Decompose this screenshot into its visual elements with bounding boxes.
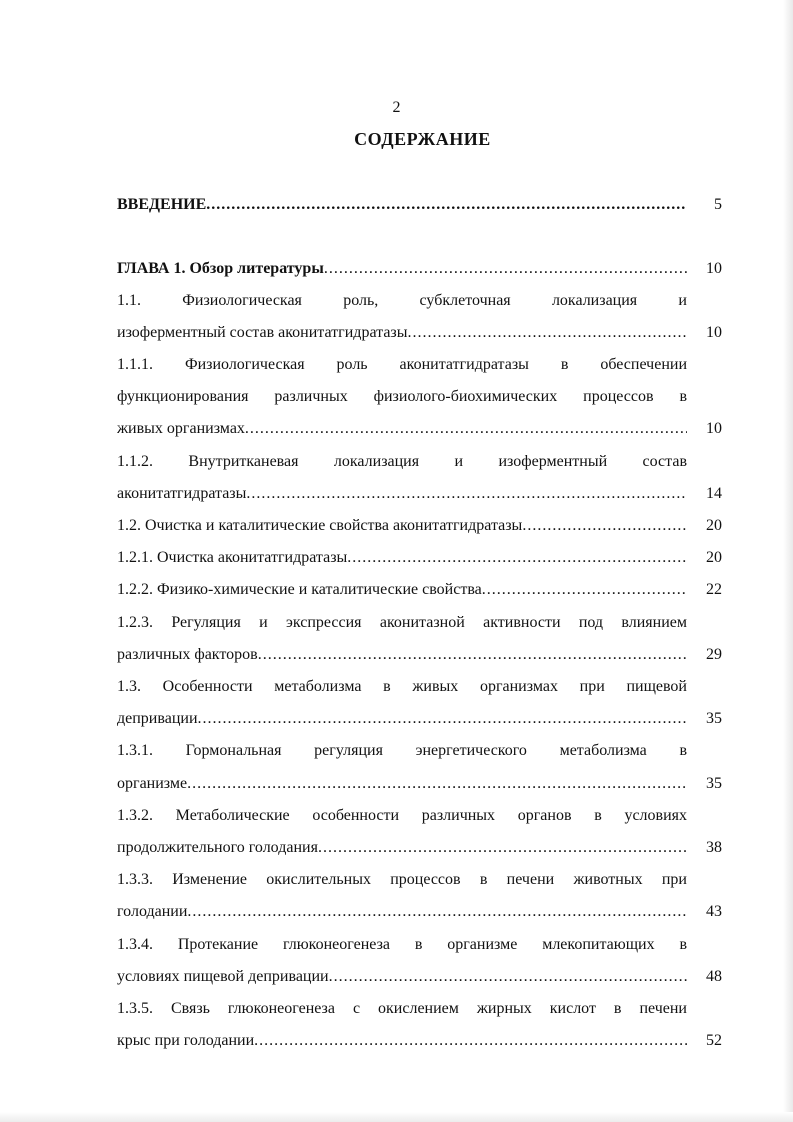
dot-leader bbox=[347, 547, 687, 569]
toc-entry-1-3-3-line1: 1.3.3. Изменение окислительных процессов в печени животных при bbox=[117, 871, 687, 888]
page-number: 2 bbox=[392, 99, 401, 116]
toc-entry-1-3-4-line1: 1.3.4. Протекание глюконеогенеза в организме млекопитающих в bbox=[117, 936, 687, 953]
toc-page-number: 43 bbox=[706, 903, 722, 920]
toc-entry-text: различных факторов bbox=[117, 646, 258, 663]
toc-entry-text: изоферментный состав аконитатгидратазы bbox=[117, 324, 408, 341]
toc-entry-1-1-2-line2 bbox=[117, 483, 687, 505]
page-edge-shadow bbox=[783, 0, 793, 1122]
toc-page-number: 10 bbox=[706, 324, 722, 341]
toc-entry-1-1-2-line1: 1.1.2. Внутритканевая локализация и изоферментный состав bbox=[117, 453, 687, 470]
toc-entry-text: депривации bbox=[117, 710, 198, 727]
dot-leader bbox=[258, 644, 687, 666]
toc-page-number: 35 bbox=[706, 710, 722, 727]
toc-entry-text: голодании bbox=[117, 903, 188, 920]
toc-entry-1-3-2-line1: 1.3.2. Метаболические особенности различных органов в условиях bbox=[117, 807, 687, 824]
toc-entry-text: продолжительного голодания bbox=[117, 839, 318, 856]
toc-entry-1-3-5-line2 bbox=[117, 1030, 687, 1052]
toc-entry-1-2-3-line2 bbox=[117, 644, 687, 666]
toc-entry-1-2 bbox=[117, 515, 687, 537]
toc-page-number: 14 bbox=[706, 485, 722, 502]
toc-entry-text: ВВЕДЕНИЕ bbox=[117, 196, 207, 213]
toc-page-number: 52 bbox=[706, 1032, 722, 1049]
toc-entry-1-3-1-line1: 1.3.1. Гормональная регуляция энергетического метаболизма в bbox=[117, 742, 687, 759]
toc-page-number: 20 bbox=[706, 517, 722, 534]
toc-entry-chapter-1 bbox=[117, 258, 687, 280]
toc-entry-1-1-line2 bbox=[117, 322, 687, 344]
dot-leader bbox=[318, 837, 687, 859]
toc-page-number: 10 bbox=[706, 420, 722, 437]
toc-entry-1-1-1-line3 bbox=[117, 418, 687, 440]
toc-entry-1-3-1-line2 bbox=[117, 773, 687, 795]
dot-leader bbox=[206, 194, 687, 216]
toc-entry-text: условиях пищевой депривации bbox=[117, 968, 329, 985]
toc-entry-1-3-4-line2 bbox=[117, 966, 687, 988]
toc-entry-1-1-1-line2: функционирования различных физиолого-биохимических процессов в bbox=[117, 388, 687, 405]
toc-entry-text: аконитатгидратазы bbox=[117, 485, 247, 502]
toc-entry-1-3-5-line1: 1.3.5. Связь глюконеогенеза с окислением жирных кислот в печени bbox=[117, 1000, 687, 1017]
dot-leader bbox=[522, 515, 687, 537]
toc-page-number: 5 bbox=[714, 196, 722, 213]
toc-entry-introduction bbox=[117, 194, 687, 216]
toc-entry-text: 1.2. Очистка и каталитические свойства аконитатгидратазы bbox=[117, 517, 523, 534]
toc-entry-1-2-1 bbox=[117, 547, 687, 569]
dot-leader bbox=[329, 966, 687, 988]
toc-page-number: 22 bbox=[706, 581, 722, 598]
toc-entry-1-1-line1: 1.1. Физиологическая роль, субклеточная локализация и bbox=[117, 292, 687, 309]
dot-leader bbox=[482, 579, 687, 601]
toc-entry-text: ГЛАВА 1. Обзор литературы bbox=[117, 260, 324, 277]
toc-page-number: 10 bbox=[706, 260, 722, 277]
dot-leader bbox=[254, 1030, 687, 1052]
dot-leader bbox=[246, 483, 687, 505]
toc-entry-text: крыс при голодании bbox=[117, 1032, 255, 1049]
toc-entry-text: 1.2.2. Физико-химические и каталитические свойства bbox=[117, 581, 482, 598]
toc-entry-text: организме bbox=[117, 775, 188, 792]
dot-leader bbox=[198, 708, 688, 730]
toc-page-number: 29 bbox=[706, 646, 722, 663]
dot-leader bbox=[407, 322, 687, 344]
page-bottom-shadow bbox=[0, 1112, 793, 1122]
dot-leader bbox=[324, 258, 687, 280]
toc-entry-1-3-line2 bbox=[117, 708, 687, 730]
toc-entry-text: 1.2.1. Очистка аконитатгидратазы bbox=[117, 549, 348, 566]
toc-entry-text: живых организмах bbox=[117, 420, 245, 437]
toc-entry-1-2-2 bbox=[117, 579, 687, 601]
toc-entry-1-3-line1: 1.3. Особенности метаболизма в живых организмах при пищевой bbox=[117, 678, 687, 695]
dot-leader bbox=[187, 773, 687, 795]
toc-entry-1-2-3-line1: 1.2.3. Регуляция и экспрессия аконитазной активности под влиянием bbox=[117, 614, 687, 631]
toc-entry-1-3-2-line2 bbox=[117, 837, 687, 859]
toc-entry-1-1-1-line1: 1.1.1. Физиологическая роль аконитатгидратазы в обеспечении bbox=[117, 356, 687, 373]
toc-page-number: 48 bbox=[706, 968, 722, 985]
dot-leader bbox=[187, 901, 687, 923]
toc-page-number: 20 bbox=[706, 549, 722, 566]
toc-page-number: 38 bbox=[706, 839, 722, 856]
dot-leader bbox=[245, 418, 687, 440]
toc-entry-1-3-3-line2 bbox=[117, 901, 687, 923]
page-title: СОДЕРЖАНИЕ bbox=[354, 129, 491, 149]
toc-page-number: 35 bbox=[706, 775, 722, 792]
